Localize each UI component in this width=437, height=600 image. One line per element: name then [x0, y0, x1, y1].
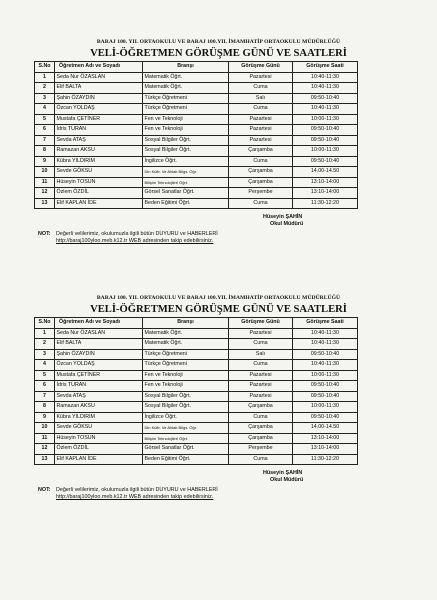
header-row — [35, 318, 358, 329]
table-row — [35, 370, 358, 381]
row-number: 5 — [35, 370, 55, 381]
teacher-name: Özlem ÖZDİL — [55, 444, 143, 455]
row-number: 4 — [35, 104, 55, 115]
table-row — [35, 177, 358, 188]
branch: Türkçe Öğretmeni — [143, 104, 229, 115]
meeting-day: Cuma — [229, 156, 293, 167]
row-number: 13 — [35, 198, 55, 209]
branch: Sosyal Bilgiler Öğrt. — [143, 391, 229, 402]
meeting-time: 10:00-11:30 — [293, 370, 358, 381]
teacher-name: Şahin ÖZAYDIN — [55, 349, 143, 360]
meeting-day: Çarşamba — [229, 146, 293, 157]
school-title: BARAJ 100. YIL ORTAOKULU VE BARAJ 100.YIL İMAMHATİP ORTAOKULU MÜDÜRLÜĞÜ — [96, 295, 341, 301]
col-teacher-header: Öğretmen Adı ve Soyadı — [55, 62, 143, 73]
table-row — [35, 423, 358, 434]
row-number: 1 — [35, 72, 55, 83]
meeting-time: 10:40-11:30 — [293, 72, 358, 83]
meeting-day: Pazartesi — [229, 391, 293, 402]
principal-name: Hüseyin ŞAHİN — [263, 470, 303, 476]
meeting-day: Cuma — [229, 412, 293, 423]
teacher-name: Kübra YILDIRIM — [55, 412, 143, 423]
table-row — [35, 72, 358, 83]
table-row — [35, 412, 358, 423]
meeting-day: Çarşamba — [229, 167, 293, 178]
teacher-name: Sevda ATAŞ — [55, 391, 143, 402]
meeting-day: Salı — [229, 349, 293, 360]
teacher-name: Özcan YOLDAŞ — [55, 360, 143, 371]
note-url: http://baraj100yloo.meb.k12.tr WEB adresinden takip edebilirsiniz. — [56, 494, 214, 500]
meeting-time: 10:00-11:30 — [293, 402, 358, 413]
row-number: 10 — [35, 423, 55, 434]
col-day-header: Görüşme Günü — [229, 318, 293, 329]
branch: Görsel Sanatlar Öğrt. — [143, 188, 229, 199]
principal-role: Okul Müdürü — [270, 221, 304, 227]
row-number: 6 — [35, 381, 55, 392]
schedule-copy-1 — [0, 38, 437, 251]
row-number: 12 — [35, 444, 55, 455]
branch: Beden Eğitimi Öğrt. — [143, 454, 229, 465]
meeting-time: 11:30-12:20 — [293, 198, 358, 209]
teacher-name: Elif KAPLAN İDE — [55, 454, 143, 465]
row-number: 1 — [35, 328, 55, 339]
row-number: 8 — [35, 146, 55, 157]
meeting-time: 10:40-11:30 — [293, 83, 358, 94]
table-row — [35, 188, 358, 199]
meeting-time: 14.00-14.50 — [293, 167, 358, 178]
teacher-name: Ramazan AKSU — [55, 146, 143, 157]
table-row — [35, 135, 358, 146]
meeting-time: 13:10-14:00 — [293, 433, 358, 444]
branch: Sosyal Bilgiler Öğrt. — [143, 402, 229, 413]
branch: Din Kültr. Ve Ahlak Bilgs. Öğr. — [143, 167, 229, 178]
teacher-name: İdris TURAN — [55, 381, 143, 392]
school-title: BARAJ 100. YIL ORTAOKULU VE BARAJ 100.YIL İMAMHATİP ORTAOKULU MÜDÜRLÜĞÜ — [96, 39, 341, 45]
branch: Matematik Öğrt. — [143, 83, 229, 94]
meeting-day: Salı — [229, 93, 293, 104]
branch: Sosyal Bilgiler Öğrt. — [143, 135, 229, 146]
branch: Sosyal Bilgiler Öğrt. — [143, 146, 229, 157]
teacher-name: Seda Nur ÖZASLAN — [55, 328, 143, 339]
meeting-time: 09:50-10:40 — [293, 135, 358, 146]
col-time-header: Görüşme Saati — [293, 318, 358, 329]
meeting-time: 13:10-14:00 — [293, 444, 358, 455]
col-sno-header: S.No — [35, 318, 55, 329]
note-text: Değerli velilerimiz, okulumuzla ilgili bütün DUYURU ve HABERLERİ — [56, 231, 218, 237]
meeting-day: Cuma — [229, 360, 293, 371]
meeting-day: Çarşamba — [229, 177, 293, 188]
table-row — [35, 433, 358, 444]
schedule-table — [34, 317, 358, 465]
meeting-time: 11:30-12:20 — [293, 454, 358, 465]
table-row — [35, 198, 358, 209]
meeting-day: Pazartesi — [229, 328, 293, 339]
row-number: 2 — [35, 339, 55, 350]
row-number: 13 — [35, 454, 55, 465]
meeting-time: 09:50-10:40 — [293, 391, 358, 402]
table-row — [35, 104, 358, 115]
teacher-name: Elif BALTA — [55, 339, 143, 350]
table-row — [35, 167, 358, 178]
branch: Türkçe Öğretmeni — [143, 360, 229, 371]
meeting-day: Cuma — [229, 198, 293, 209]
schedule-heading: VELİ-ÖĞRETMEN GÖRÜŞME GÜNÜ VE SAATLERİ — [90, 304, 347, 315]
table-row — [35, 349, 358, 360]
meeting-time: 10:40-11:30 — [293, 339, 358, 350]
meeting-day: Pazartesi — [229, 370, 293, 381]
branch: İngilizce Öğrt. — [143, 412, 229, 423]
teacher-name: Mustafa ÇETİNER — [55, 114, 143, 125]
table-row — [35, 93, 358, 104]
row-number: 11 — [35, 433, 55, 444]
teacher-name: Özlem ÖZDİL — [55, 188, 143, 199]
branch: Matematik Öğrt. — [143, 328, 229, 339]
signature — [0, 465, 437, 487]
col-sno-header: S.No — [35, 62, 55, 73]
principal-name: Hüseyin ŞAHİN — [263, 214, 303, 220]
branch: Fen ve Teknoloji — [143, 125, 229, 136]
col-time-header: Görüşme Saati — [293, 62, 358, 73]
row-number: 5 — [35, 114, 55, 125]
meeting-time: 13:10-14:00 — [293, 177, 358, 188]
row-number: 7 — [35, 391, 55, 402]
branch: İngilizce Öğrt. — [143, 156, 229, 167]
meeting-time: 10:40-11:30 — [293, 328, 358, 339]
meeting-day: Cuma — [229, 339, 293, 350]
col-teacher-header: Öğretmen Adı ve Soyadı — [55, 318, 143, 329]
meeting-day: Pazartesi — [229, 135, 293, 146]
row-number: 2 — [35, 83, 55, 94]
branch: Beden Eğitimi Öğrt. — [143, 198, 229, 209]
branch: Matematik Öğrt. — [143, 72, 229, 83]
meeting-time: 09:50-10:40 — [293, 93, 358, 104]
note-text: Değerli velilerimiz, okulumuzla ilgili bütün DUYURU ve HABERLERİ — [56, 487, 218, 493]
teacher-name: İdris TURAN — [55, 125, 143, 136]
meeting-day: Pazartesi — [229, 381, 293, 392]
branch: Fen ve Teknoloji — [143, 370, 229, 381]
meeting-time: 13:10-14:00 — [293, 188, 358, 199]
note-url: http://baraj100yloo.meb.k12.tr WEB adresinden takip edebilirsiniz. — [56, 238, 214, 244]
table-row — [35, 381, 358, 392]
meeting-time: 14.00-14.50 — [293, 423, 358, 434]
row-number: 6 — [35, 125, 55, 136]
note-label: NOT: — [38, 231, 51, 237]
teacher-name: Elif KAPLAN İDE — [55, 198, 143, 209]
meeting-day: Pazartesi — [229, 72, 293, 83]
meeting-time: 10:40-11:30 — [293, 104, 358, 115]
teacher-name: Sevde GÖKSU — [55, 167, 143, 178]
note-label: NOT: — [38, 487, 51, 493]
branch: Görsel Sanatlar Öğrt. — [143, 444, 229, 455]
table-row — [35, 402, 358, 413]
meeting-time: 09:50-10:40 — [293, 349, 358, 360]
meeting-time: 10:40-11:30 — [293, 360, 358, 371]
teacher-name: Seda Nur ÖZASLAN — [55, 72, 143, 83]
meeting-day: Cuma — [229, 104, 293, 115]
table-row — [35, 391, 358, 402]
teacher-name: Sevda ATAŞ — [55, 135, 143, 146]
schedule-table — [34, 61, 358, 209]
teacher-name: Elif BALTA — [55, 83, 143, 94]
teacher-name: Hüseyin TOSUN — [55, 433, 143, 444]
meeting-time: 09:50-10:40 — [293, 156, 358, 167]
schedule-heading: VELİ-ÖĞRETMEN GÖRÜŞME GÜNÜ VE SAATLERİ — [90, 48, 347, 59]
meeting-time: 09:50-10:40 — [293, 125, 358, 136]
row-number: 3 — [35, 93, 55, 104]
teacher-name: Mustafa ÇETİNER — [55, 370, 143, 381]
meeting-day: Perşembe — [229, 444, 293, 455]
principal-role: Okul Müdürü — [270, 477, 304, 483]
row-number: 9 — [35, 412, 55, 423]
meeting-day: Çarşamba — [229, 433, 293, 444]
meeting-day: Pazartesi — [229, 114, 293, 125]
schedule-rows — [35, 72, 358, 209]
teacher-name: Ramazan AKSU — [55, 402, 143, 413]
branch: Bilişim Teknolojileri Öğrt. — [143, 177, 229, 188]
signature — [0, 209, 437, 231]
schedule-rows — [35, 328, 358, 465]
row-number: 11 — [35, 177, 55, 188]
row-number: 10 — [35, 167, 55, 178]
branch: Matematik Öğrt. — [143, 339, 229, 350]
col-branch-header: Branşı — [143, 62, 229, 73]
meeting-day: Cuma — [229, 454, 293, 465]
branch: Türkçe Öğretmeni — [143, 349, 229, 360]
row-number: 7 — [35, 135, 55, 146]
header-row — [35, 62, 358, 73]
col-day-header: Görüşme Günü — [229, 62, 293, 73]
meeting-day: Çarşamba — [229, 423, 293, 434]
row-number: 8 — [35, 402, 55, 413]
teacher-name: Hüseyin TOSUN — [55, 177, 143, 188]
row-number: 9 — [35, 156, 55, 167]
meeting-day: Çarşamba — [229, 402, 293, 413]
note — [0, 231, 437, 251]
table-row — [35, 444, 358, 455]
table-row — [35, 156, 358, 167]
meeting-day: Cuma — [229, 83, 293, 94]
branch: Fen ve Teknoloji — [143, 114, 229, 125]
teacher-name: Sevde GÖKSU — [55, 423, 143, 434]
meeting-time: 09:50-10:40 — [293, 412, 358, 423]
branch: Din Kültr. Ve Ahlak Bilgs. Öğr. — [143, 423, 229, 434]
branch: Bilişim Teknolojileri Öğrt. — [143, 433, 229, 444]
table-row — [35, 114, 358, 125]
teacher-name: Kübra YILDIRIM — [55, 156, 143, 167]
table-row — [35, 328, 358, 339]
meeting-day: Pazartesi — [229, 125, 293, 136]
teacher-name: Özcan YOLDAŞ — [55, 104, 143, 115]
branch: Türkçe Öğretmeni — [143, 93, 229, 104]
row-number: 12 — [35, 188, 55, 199]
meeting-time: 10:00-11:30 — [293, 114, 358, 125]
table-row — [35, 360, 358, 371]
table-row — [35, 146, 358, 157]
meeting-time: 10:00-11:30 — [293, 146, 358, 157]
note — [0, 487, 437, 507]
table-row — [35, 339, 358, 350]
table-row — [35, 125, 358, 136]
row-number: 4 — [35, 360, 55, 371]
teacher-name: Şahin ÖZAYDIN — [55, 93, 143, 104]
row-number: 3 — [35, 349, 55, 360]
schedule-copy-2 — [0, 294, 437, 507]
col-branch-header: Branşı — [143, 318, 229, 329]
meeting-day: Perşembe — [229, 188, 293, 199]
table-row — [35, 454, 358, 465]
table-row — [35, 83, 358, 94]
meeting-time: 09:50-10:40 — [293, 381, 358, 392]
branch: Fen ve Teknoloji — [143, 381, 229, 392]
